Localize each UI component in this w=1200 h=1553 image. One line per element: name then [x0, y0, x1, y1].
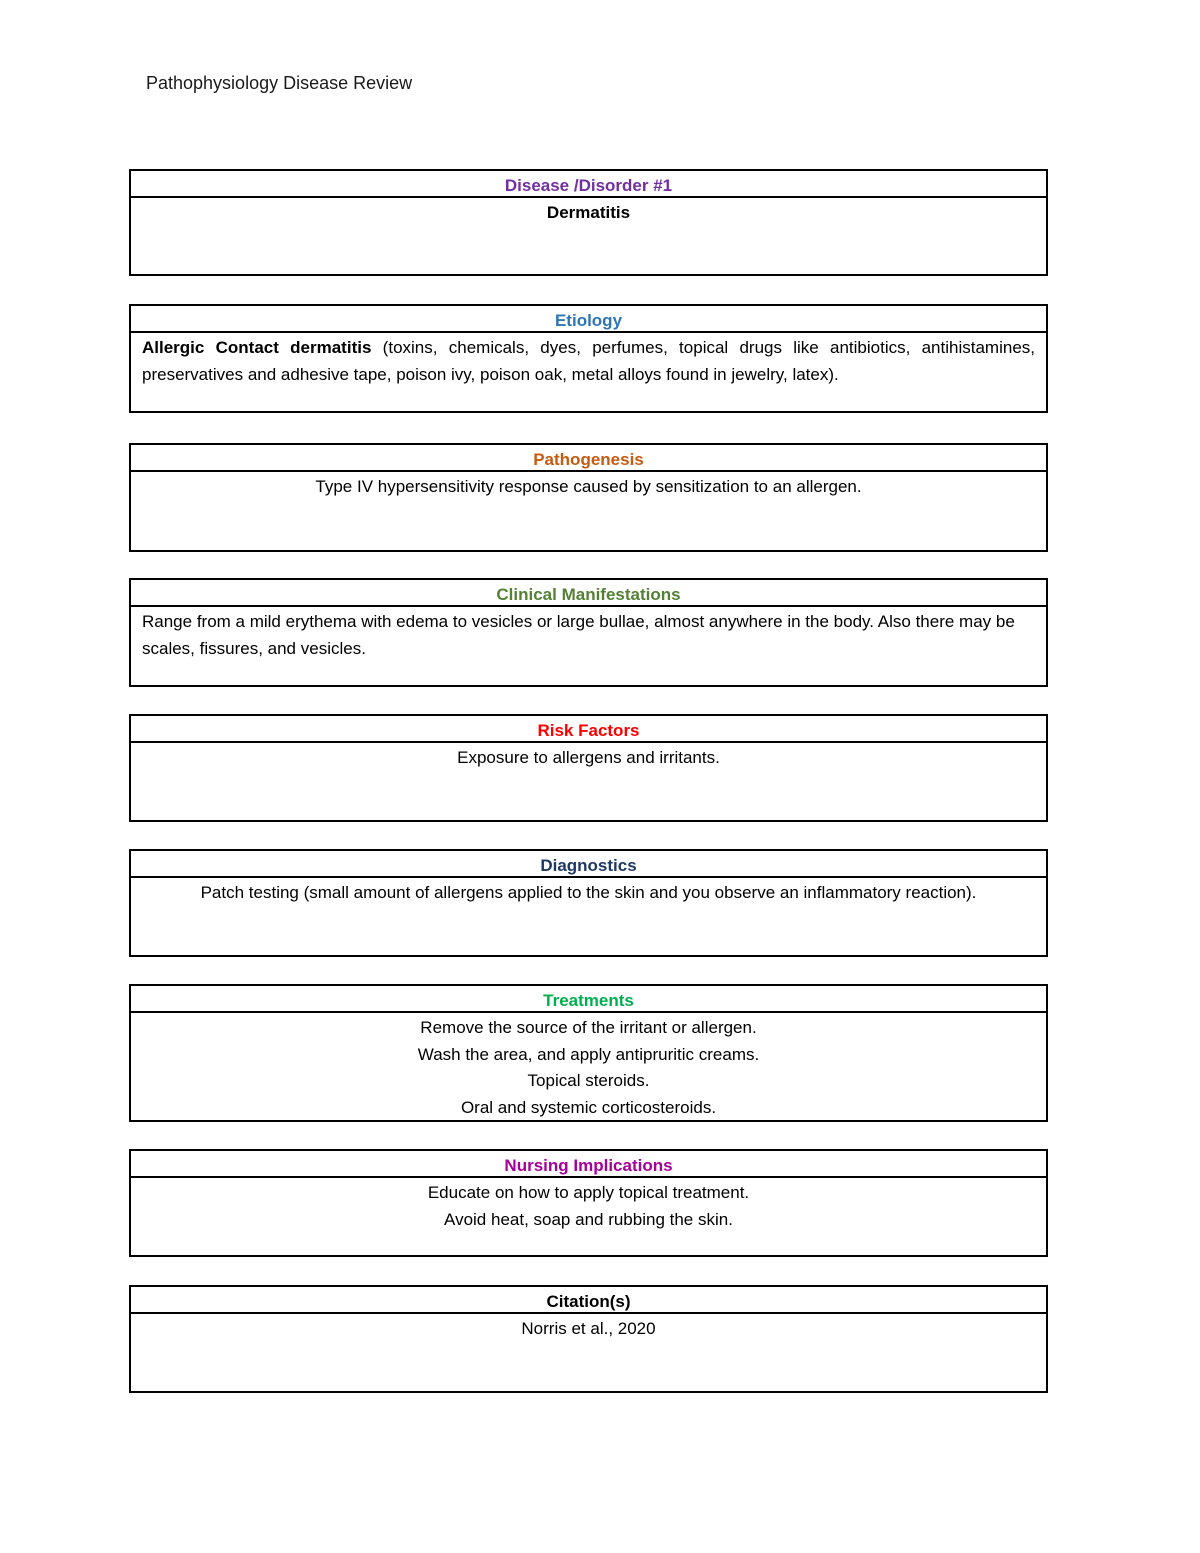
treatments-box [129, 984, 1048, 1122]
treatment-line: Topical steroids. [527, 1071, 650, 1090]
disease-box [129, 169, 1048, 276]
nursing-line: Educate on how to apply topical treatment. [427, 1183, 750, 1202]
nursing-line: Avoid heat, soap and rubbing the skin. [444, 1209, 733, 1229]
diagnostics-heading: Diagnostics [131, 851, 1046, 878]
etiology-detail: (toxins, chemicals, dyes, perfumes, topical drugs like antibiotics, antihistamines, preservatives and adhesive tape, poison ivy, poison oak, metal alloys found in jewelry, latex). [142, 338, 1035, 384]
pathogenesis-text: Type IV hypersensitivity response caused by sensitization to an allergen. [315, 477, 862, 496]
clinical-box [129, 578, 1048, 687]
nursing-box [129, 1149, 1048, 1257]
citation-text: Norris et al., 2020 [521, 1319, 656, 1338]
citation-box [129, 1285, 1048, 1393]
clinical-heading: Clinical Manifestations [131, 580, 1046, 607]
risk-text: Exposure to allergens and irritants. [457, 748, 720, 767]
disease-heading: Disease /Disorder #1 [131, 171, 1046, 198]
pathogenesis-box [129, 443, 1048, 552]
treatments-list [131, 1013, 1046, 1121]
citation-heading: Citation(s) [131, 1287, 1046, 1314]
etiology-heading: Etiology [131, 306, 1046, 333]
nursing-list [131, 1178, 1046, 1233]
diagnostics-box [129, 849, 1048, 957]
nursing-heading: Nursing Implications [131, 1151, 1046, 1178]
etiology-box [129, 304, 1048, 413]
etiology-text [131, 333, 1046, 388]
diagnostics-text: Patch testing (small amount of allergens applied to the skin and you observe an inflammatory reaction). [200, 883, 977, 902]
risk-heading: Risk Factors [131, 716, 1046, 743]
treatment-line: Remove the source of the irritant or allergen. [420, 1018, 757, 1037]
treatment-line: Oral and systemic corticosteroids. [460, 1097, 717, 1117]
disease-value: Dermatitis [546, 203, 631, 222]
treatments-heading: Treatments [131, 986, 1046, 1013]
pathogenesis-heading: Pathogenesis [131, 445, 1046, 472]
treatment-line: Wash the area, and apply antipruritic creams. [417, 1044, 760, 1064]
risk-box [129, 714, 1048, 822]
clinical-text: Range from a mild erythema with edema to vesicles or large bullae, almost anywhere in the body. Also there may be scales, fissures, and vesicles. [142, 612, 1015, 658]
page-header: Pathophysiology Disease Review [146, 73, 413, 93]
etiology-bold-lead: Allergic Contact dermatitis [142, 338, 372, 357]
